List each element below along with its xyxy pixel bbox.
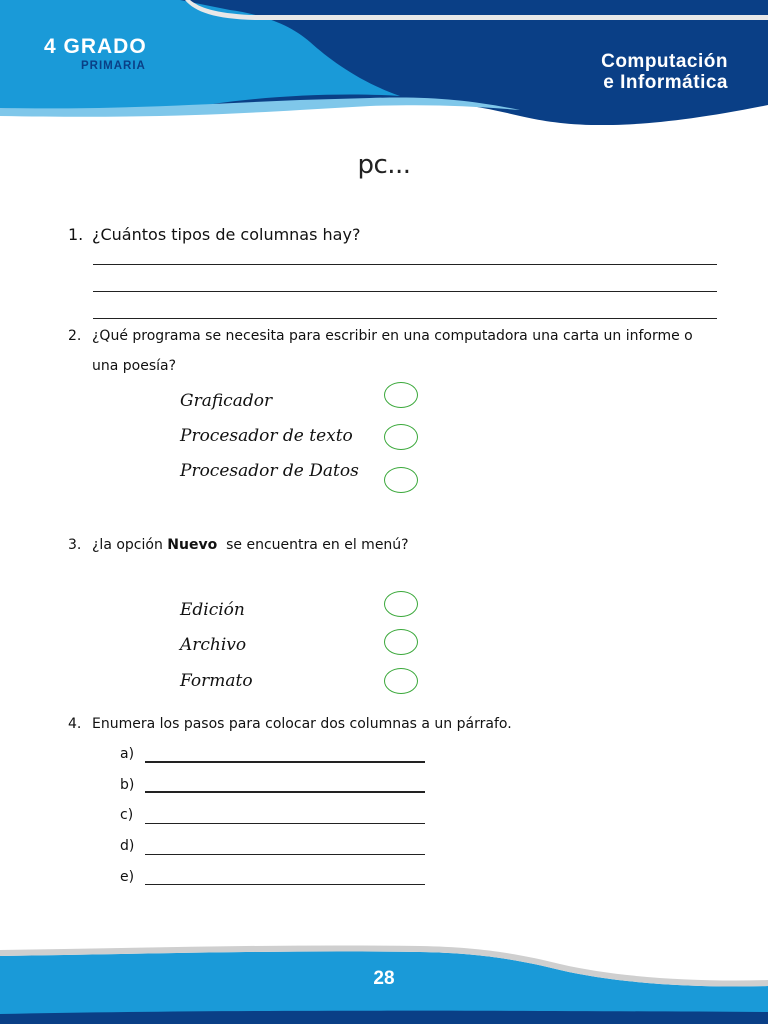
- answer-circle[interactable]: [384, 629, 418, 655]
- question-text-before: ¿la opción: [92, 537, 168, 553]
- answer-circle[interactable]: [384, 382, 418, 408]
- answer-circle[interactable]: [384, 591, 418, 617]
- question-4: [68, 716, 512, 732]
- step-label-e: e): [120, 869, 135, 885]
- answer-line: [93, 318, 717, 319]
- question-text-after: se encuentra en el menú?: [217, 537, 409, 553]
- answer-circle[interactable]: [384, 467, 418, 493]
- question-1: [68, 225, 360, 244]
- answer-circle[interactable]: [384, 424, 418, 450]
- page-number: 28: [373, 968, 395, 989]
- step-line-a: [145, 761, 425, 763]
- question-number: 1.: [68, 225, 84, 244]
- question-number: 3.: [68, 537, 82, 553]
- step-line-c: [145, 823, 425, 824]
- option-archivo: Archivo: [180, 635, 247, 655]
- question-text-line1: ¿Qué programa se necesita para escribir en una computadora una carta un informe o: [92, 328, 693, 344]
- step-line-e: [145, 884, 425, 885]
- grade-label: 4 GRADO: [44, 35, 147, 58]
- option-edicion: Edición: [180, 600, 245, 620]
- question-text: ¿Cuántos tipos de columnas hay?: [92, 225, 361, 244]
- question-text-bold: Nuevo: [167, 537, 218, 553]
- question-number: 2.: [68, 328, 82, 344]
- option-formato: Formato: [180, 671, 253, 691]
- step-line-d: [145, 854, 425, 855]
- step-label-d: d): [120, 838, 135, 854]
- subject-title-line1: Computación: [601, 51, 728, 72]
- page-title: pc...: [357, 150, 411, 180]
- step-label-c: c): [120, 807, 134, 823]
- answer-circle[interactable]: [384, 668, 418, 694]
- question-number: 4.: [68, 716, 82, 732]
- answer-line: [93, 291, 717, 292]
- question-text-line2: una poesía?: [92, 358, 177, 374]
- subject-title: [601, 51, 728, 93]
- answer-line: [93, 264, 717, 265]
- option-procesador-texto: Procesador de texto: [180, 426, 353, 446]
- question-2: [68, 321, 718, 381]
- question-3: [68, 537, 409, 553]
- subject-title-line2: e Informática: [603, 72, 728, 93]
- step-label-a: a): [120, 746, 135, 762]
- option-procesador-datos: Procesador de Datos: [180, 461, 359, 481]
- level-label: PRIMARIA: [81, 60, 146, 72]
- option-graficador: Graficador: [180, 391, 273, 411]
- question-text: Enumera los pasos para colocar dos columnas a un párrafo.: [92, 716, 512, 732]
- step-line-b: [145, 791, 425, 793]
- step-label-b: b): [120, 777, 135, 793]
